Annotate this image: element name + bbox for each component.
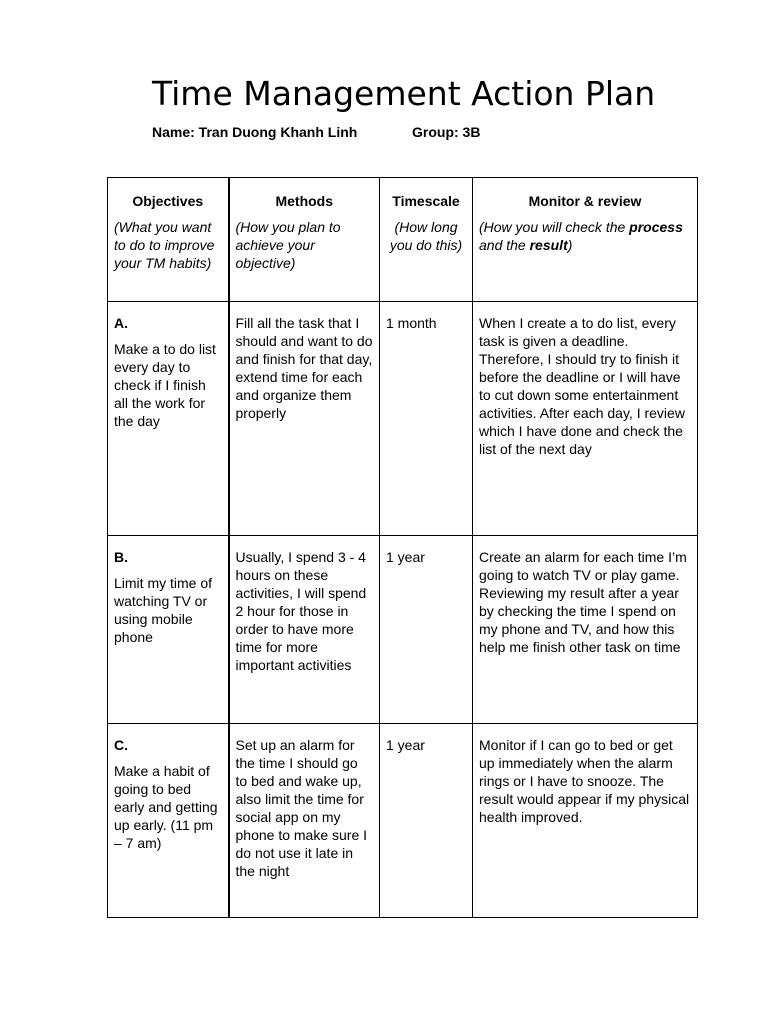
method-text: Set up an alarm for the time I should go to bed and wake up, also limit the time for social app on my phone to make sure I do not use it late in the night (235, 737, 368, 879)
method-cell (229, 724, 380, 918)
document-title: Time Management Action Plan (152, 74, 656, 113)
objective-text: Make a to do list every day to check if I finish all the work for the day (114, 341, 216, 429)
table-row (108, 302, 698, 536)
objective-text: Limit my time of watching TV or using mobile phone (114, 575, 213, 645)
method-cell (229, 536, 380, 724)
header-methods-label: Methods (275, 193, 334, 209)
table-row (108, 724, 698, 918)
row-letter: A. (114, 315, 128, 331)
timescale-text: 1 year (386, 737, 425, 753)
header-monitor (473, 178, 698, 302)
timescale-cell (380, 536, 473, 724)
header-monitor-sub-bold: process (629, 219, 683, 235)
objective-cell (108, 536, 229, 724)
objective-cell (108, 724, 229, 918)
header-timescale-sub: (How long you do this) (389, 219, 463, 253)
student-group: Group: 3B (412, 124, 481, 140)
header-objectives-label: Objectives (132, 193, 204, 209)
timescale-text: 1 year (386, 549, 425, 565)
student-name: Name: Tran Duong Khanh Linh (152, 124, 358, 140)
method-text: Fill all the task that I should and want to do and finish for that day, extend time for each and organize them properly (235, 315, 373, 421)
monitor-cell (473, 724, 698, 918)
monitor-cell (473, 302, 698, 536)
row-letter: B. (114, 549, 128, 565)
table-row (108, 536, 698, 724)
timescale-cell (380, 302, 473, 536)
header-methods-sub: (How you plan to achieve your objective) (235, 219, 341, 271)
monitor-text: Monitor if I can go to bed or get up immediately when the alarm rings or I have to snooze. The result would appear if my physical health improved. (479, 737, 690, 825)
monitor-text: When I create a to do list, every task is given a deadline. Therefore, I should try to finish it before the deadline or I will have to cut down some entertainment activities. After each day, I review which I have done and check the list of the next day (479, 315, 685, 457)
monitor-text: Create an alarm for each time I’m going to watch TV or play game. Reviewing my result after a year by checking the time I spend on my phone and TV, and how this help me finish other task on time (479, 549, 687, 655)
header-monitor-sub-bold: result (529, 237, 568, 253)
header-methods (229, 178, 380, 302)
header-objectives-sub: (What you want to do to improve your TM habits) (114, 219, 215, 271)
action-plan-table (107, 177, 698, 918)
method-text: Usually, I spend 3 - 4 hours on these activities, I will spend 2 hour for those in order to have more time for more important activities (235, 549, 367, 673)
header-monitor-sub-part: ) (567, 237, 573, 253)
objective-cell (108, 302, 229, 536)
method-cell (229, 302, 380, 536)
table-header-row (108, 178, 698, 302)
header-monitor-sub (479, 218, 691, 254)
header-timescale-label: Timescale (392, 193, 460, 209)
header-monitor-sub-part: and the (479, 237, 530, 253)
header-timescale (380, 178, 473, 302)
timescale-text: 1 month (386, 315, 437, 331)
header-monitor-label: Monitor & review (528, 193, 642, 209)
row-letter: C. (114, 737, 128, 753)
monitor-cell (473, 536, 698, 724)
header-monitor-sub-part: (How you will check the (479, 219, 630, 235)
objective-text: Make a habit of going to bed early and getting up early. (11 pm – 7 am) (114, 763, 218, 851)
timescale-cell (380, 724, 473, 918)
header-objectives (108, 178, 229, 302)
